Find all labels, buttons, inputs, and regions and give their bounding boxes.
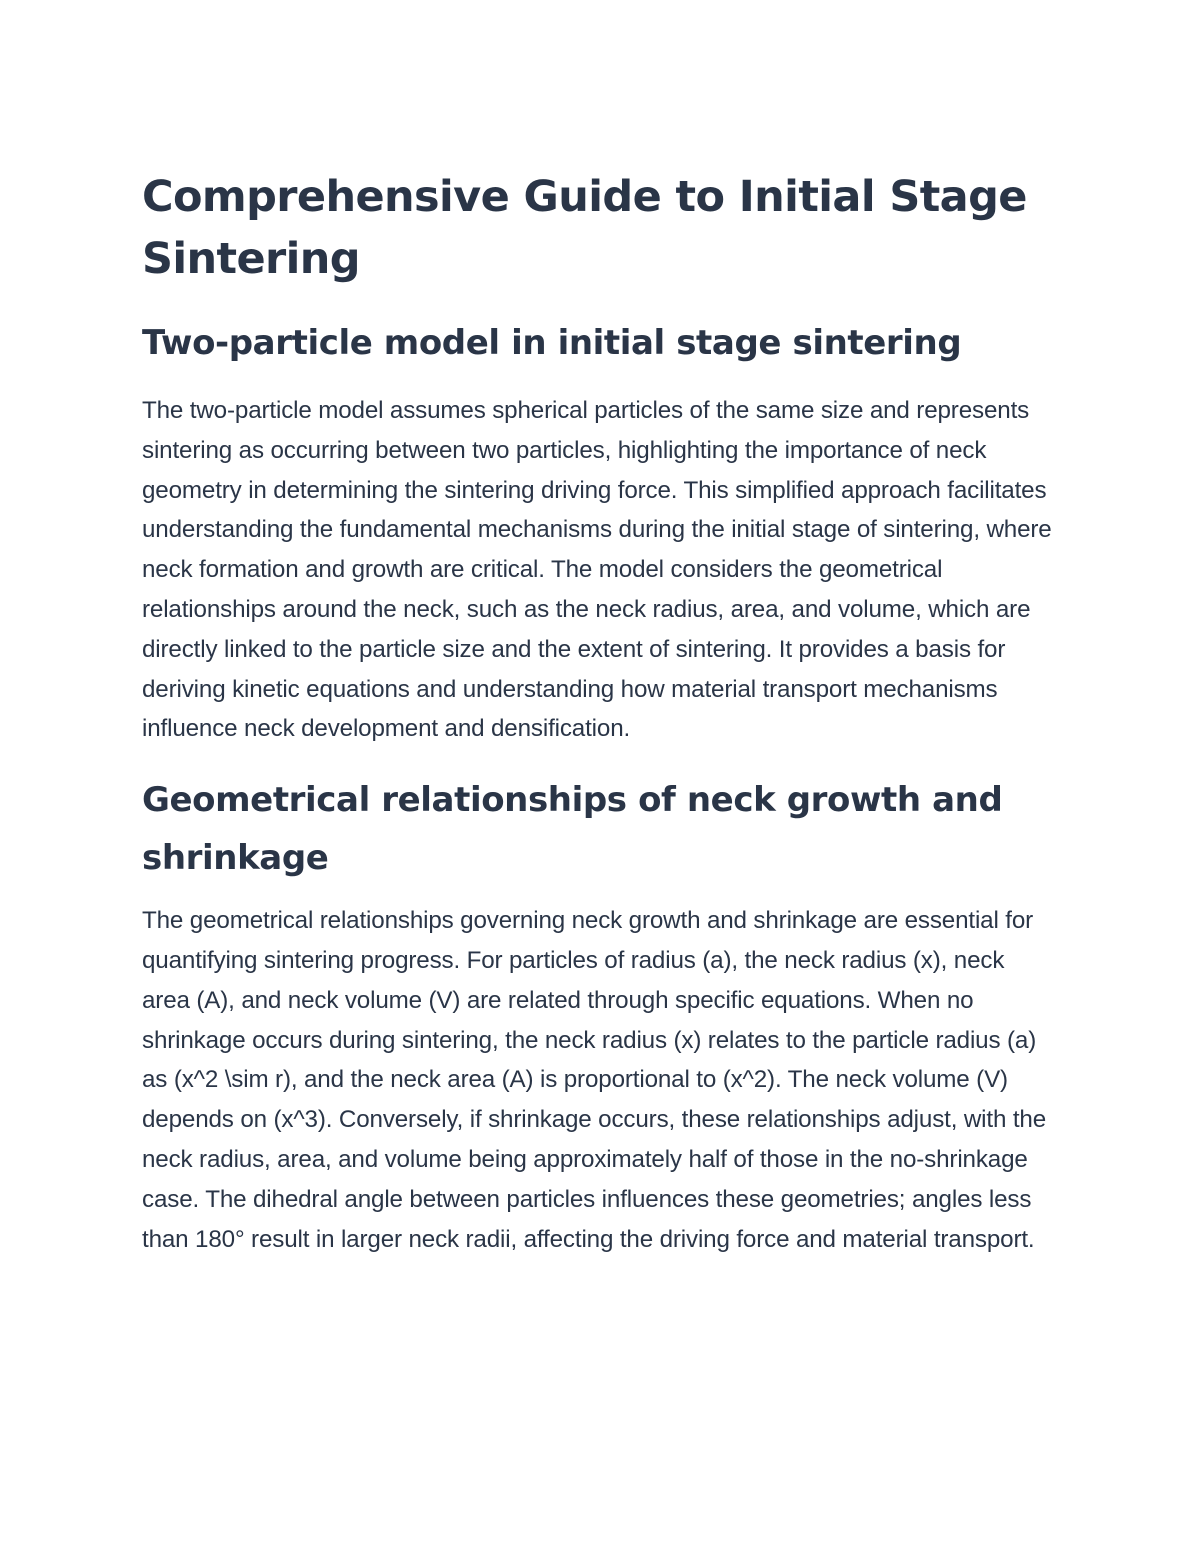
section-body-two-particle-model: The two-particle model assumes spherical particles of the same size and represents sintering as occurring between two particles, highlighting the importance of neck geometry in determining the sintering driving force. This simplified approach facilitates understanding the fundamental mechanisms during the initial stage of sintering, where neck formation and growth are critical. The model considers the geometrical relationships around the neck, such as the neck radius, area, and volume, which are directly linked to the particle size and the extent of sintering. It provides a basis for deriving kinetic equations and understanding how material transport mechanisms influence neck development and densification.: [142, 397, 1052, 743]
section-heading-two-particle-model: Two-particle model in initial stage sintering: [142, 323, 962, 363]
section-body-geometrical-relationships: The geometrical relationships governing neck growth and shrinkage are essential for quantifying sintering progress. For particles of radius (a), the neck radius (x), neck area (A), and neck volume (V) are related through specific equations. When no shrinkage occurs during sintering, the neck radius (x) relates to the particle radius (a) as (x^2 \sim r), and the neck area (A) is proportional to (x^2). The neck volume (V) depends on (x^3). Conversely, if shrinkage occurs, these relationships adjust, with the neck radius, area, and volume being approximately half of those in the no-shrinkage case. The dihedral angle between particles influences these geometries; angles less than 180° result in larger neck radii, affecting the driving force and material transport.: [142, 907, 1047, 1253]
section-heading-geometrical-relationships: Geometrical relationships of neck growth and shrinkage: [142, 780, 1003, 879]
document-title: Comprehensive Guide to Initial Stage Sintering: [142, 172, 1027, 284]
document-page: [142, 166, 1057, 1259]
